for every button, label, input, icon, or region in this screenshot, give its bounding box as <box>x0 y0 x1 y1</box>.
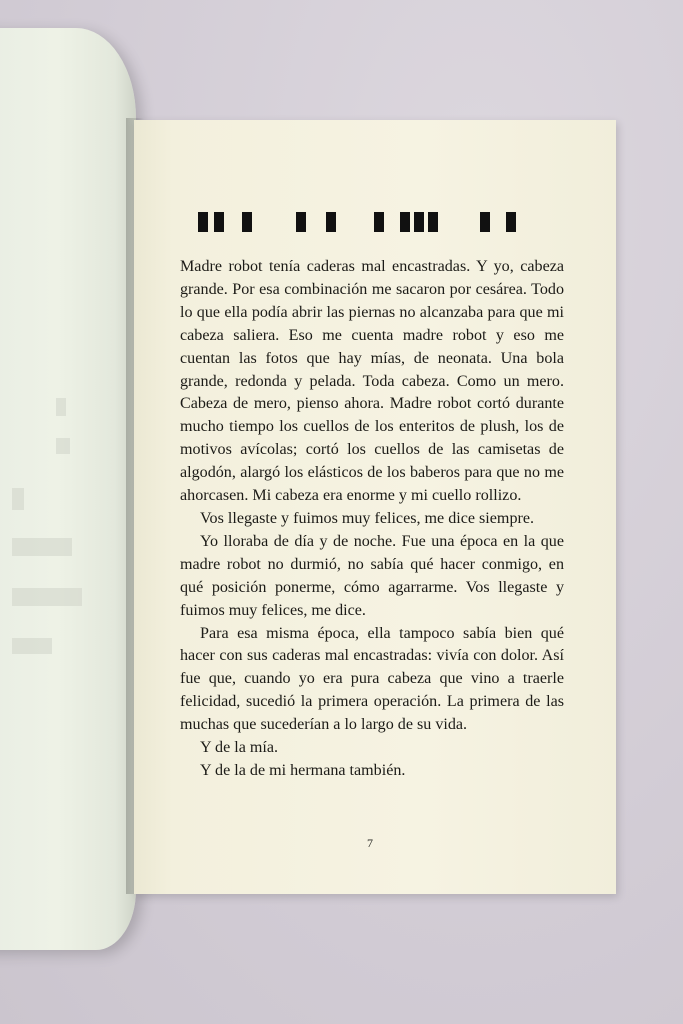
paragraph: Para esa misma época, ella tampoco sabía bien qué hacer con sus caderas mal encastradas: vivía con dolor. Así fue que, cuando yo era pura cabeza que vino a traerle felicidad, sucedió la primera operación. La primera de las muchas que sucederían a lo largo de su vida. <box>180 624 564 734</box>
paragraph: Yo lloraba de día y de noche. Fue una época en la que madre robot no durmió, no sabía qué hacer conmigo, en qué posición ponerme, cómo agarrarme. Vos llegaste y fuimos muy felices, me dice. <box>180 532 564 619</box>
book-page <box>134 120 616 894</box>
redaction-group <box>198 212 224 232</box>
redaction-block <box>296 212 306 232</box>
redaction-block <box>506 212 516 232</box>
paragraph: Y de la mía. <box>200 739 279 757</box>
redaction-group <box>374 212 438 232</box>
left-page-curl <box>0 28 136 950</box>
redaction-block <box>198 212 208 232</box>
body-text <box>180 256 564 783</box>
redaction-block <box>326 212 336 232</box>
redaction-group <box>480 212 516 232</box>
redaction-block <box>374 212 384 232</box>
redacted-chapter-title <box>198 210 558 234</box>
paragraph: Y de la de mi hermana también. <box>200 761 406 779</box>
paragraph: Madre robot tenía caderas mal encastradas. Y yo, cabeza grande. Por esa combinación me sacaron por cesárea. Todo lo que ella podía abrir las piernas no alcanzaba para que mi cabeza saliera. Eso me cuenta madre robot y eso me cuentan las fotos que hay mías, de neonata. Una bola grande, redonda y pelada. Toda cabeza. Como un mero. Cabeza de mero, pienso ahora. Madre robot cortó durante mucho tiempo los cuellos de los enteritos de plush, los de motivos avícolas; cortó los cuellos de las camisetas de algodón, alargó los elásticos de los baberos para que no me ahorcasen. Mi cabeza era enorme y mi cuello rollizo. <box>180 258 564 505</box>
redaction-block <box>242 212 252 232</box>
redaction-block <box>400 212 410 232</box>
redaction-group <box>242 212 252 232</box>
redaction-block <box>214 212 224 232</box>
redaction-group <box>296 212 336 232</box>
redaction-block <box>428 212 438 232</box>
redaction-block <box>414 212 424 232</box>
redaction-block <box>480 212 490 232</box>
page-number: 7 <box>367 836 373 850</box>
paragraph: Vos llegaste y fuimos muy felices, me dice siempre. <box>200 509 535 527</box>
